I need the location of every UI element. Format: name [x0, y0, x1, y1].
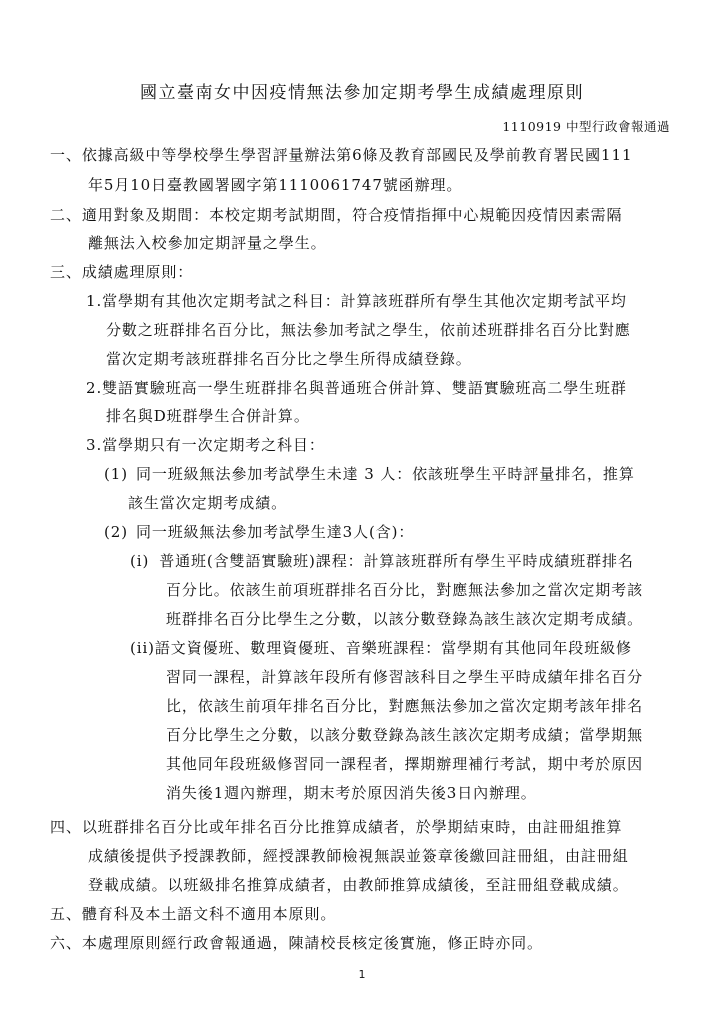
subsubitem-ii-line-5: 其他同年段班級修習同一課程者，擇期辦理補行考試，期中考於原因 [166, 755, 644, 773]
section-2-line-2: 離無法入校參加定期評量之學生。 [88, 234, 327, 252]
section-5-marker: 五、 [50, 905, 82, 923]
section-1-line-2: 年5月10日臺教國署國字第1110061747號函辦理。 [88, 176, 463, 194]
subitem-2-marker: (2) [104, 523, 128, 541]
subitem-2-line-1 [104, 522, 414, 542]
section-3-text: 成績處理原則： [81, 263, 194, 281]
item-3-line-1 [86, 435, 325, 455]
section-3-marker: 三、 [50, 263, 82, 281]
subitem-1-line-2: 該生當次定期考成績。 [128, 494, 288, 512]
section-3-line-1 [50, 262, 193, 282]
section-2-text: 適用對象及期間：本校定期考試期間，符合疫情指揮中心規範因疫情因素需隔 [81, 206, 623, 224]
item-1-line-2: 分數之班群排名百分比，無法參加考試之學生，依前述班群排名百分比對應 [106, 321, 631, 339]
subsubitem-ii-text: 語文資優班、數理資優班、音樂班課程：當學期有其他同年段班級修 [154, 639, 632, 657]
item-2-marker: 2. [86, 379, 103, 397]
subsubitem-ii-marker: (ii) [130, 639, 155, 657]
section-4-line-1 [50, 817, 622, 837]
item-1-line-1 [86, 291, 627, 311]
subsubitem-i-text: 普通班(含雙語實驗班)課程：計算該班群所有學生平時成績班群排名 [159, 552, 634, 570]
page-number: 1 [358, 968, 366, 981]
subsubitem-ii-line-1 [130, 638, 632, 658]
section-6-marker: 六、 [50, 934, 82, 952]
subsubitem-ii-line-3: 比，依該生前項年排名百分比，對應無法參加之當次定期考該年排名 [166, 697, 644, 715]
subsubitem-i-line-1 [130, 551, 634, 571]
item-1-marker: 1. [86, 292, 103, 310]
section-1-marker: 一、 [50, 146, 82, 164]
item-2-line-2: 排名與D班群學生合併計算。 [106, 407, 310, 425]
subsubitem-i-line-3: 班群排名百分比學生之分數，以該分數登錄為該生該次定期考成績。 [166, 610, 644, 628]
section-1-text: 依據高級中等學校學生學習評量辦法第6條及教育部國民及學前教育署民國111 [81, 146, 633, 164]
section-2-marker: 二、 [50, 206, 82, 224]
subsubitem-i-marker: (i) [130, 552, 150, 570]
subsubitem-ii-line-4: 百分比學生之分數，以該分數登錄為該生該次定期考成績；當學期無 [166, 726, 644, 744]
item-2-text: 雙語實驗班高一學生班群排名與普通班合併計算、雙語實驗班高二學生班群 [102, 379, 627, 397]
section-5-line-1 [50, 904, 336, 924]
section-4-line-3: 登載成績。以班級排名推算成績者，由教師推算成績後，至註冊組登載成績。 [88, 876, 629, 894]
section-4-marker: 四、 [50, 818, 82, 836]
subsubitem-ii-line-6: 消失後1週內辦理，期末考於原因消失後3日內辦理。 [166, 784, 537, 802]
approval-note: 1110919 中型行政會報通過 [502, 119, 670, 134]
section-1-line-1 [50, 145, 632, 165]
section-6-line-1 [50, 933, 543, 953]
subsubitem-i-line-2: 百分比。依該生前項班群排名百分比，對應無法參加之當次定期考該 [166, 581, 644, 599]
subitem-1-text: 同一班級無法參加考試學生未達 3 人：依該班學生平時評量排名，推算 [135, 465, 635, 483]
document-title: 國立臺南女中因疫情無法參加定期考學生成績處理原則 [140, 83, 584, 103]
section-5-text: 體育科及本土語文科不適用本原則。 [81, 905, 337, 923]
item-1-line-3: 當次定期考該班群排名百分比之學生所得成績登錄。 [106, 350, 472, 368]
subsubitem-ii-line-2: 習同一課程，計算該年段所有修習該科目之學生平時成績年排名百分 [166, 668, 644, 686]
item-2-line-1 [86, 378, 627, 398]
item-3-marker: 3. [86, 436, 103, 454]
section-4-line-2: 成績後提供予授課教師，經授課教師檢視無誤並簽章後繳回註冊組，由註冊組 [88, 847, 629, 865]
item-1-text: 當學期有其他次定期考試之科目：計算該班群所有學生其他次定期考試平均 [102, 292, 627, 310]
subitem-2-text: 同一班級無法參加考試學生達3人(含)： [135, 523, 415, 541]
section-6-text: 本處理原則經行政會報通過，陳請校長核定後實施，修正時亦同。 [81, 934, 543, 952]
subitem-1-line-1 [104, 464, 635, 484]
section-2-line-1 [50, 205, 622, 225]
subitem-1-marker: (1) [104, 465, 128, 483]
section-4-text: 以班群排名百分比或年排名百分比推算成績者，於學期結束時，由註冊組推算 [81, 818, 623, 836]
item-3-text: 當學期只有一次定期考之科目： [102, 436, 325, 454]
